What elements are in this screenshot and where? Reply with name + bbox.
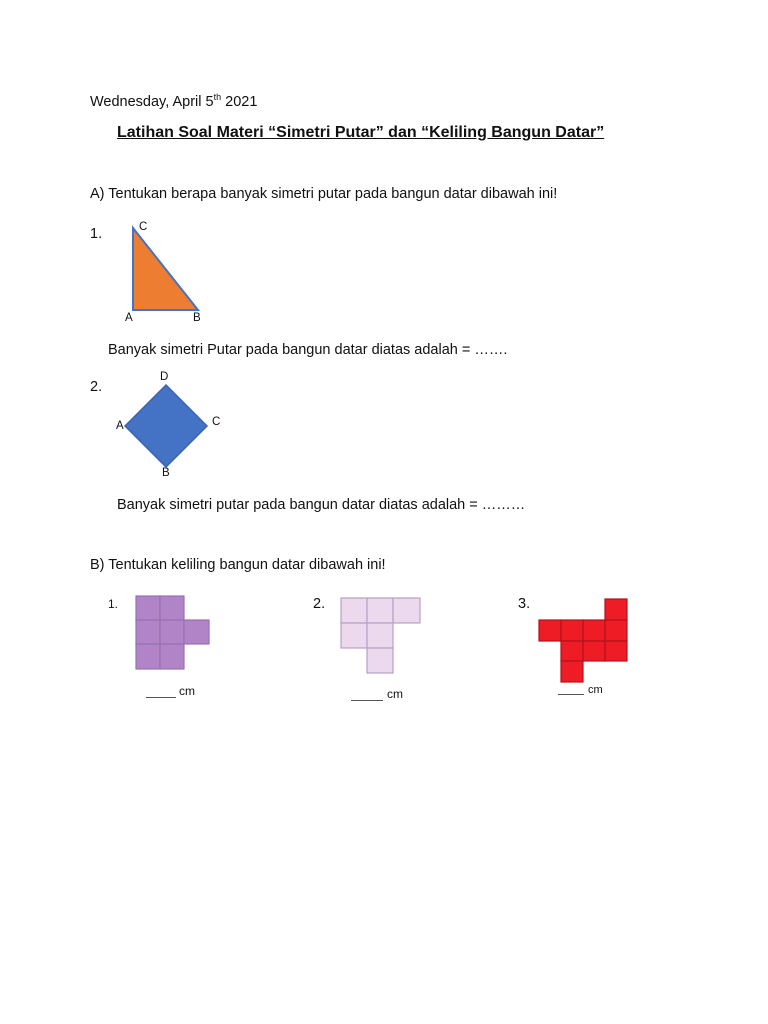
date-suffix: th [213,92,222,102]
shape-1-number: 1. [108,597,119,611]
square-label-d: D [160,371,169,383]
shape-3-unit: cm [588,684,603,696]
question-2-answer: Banyak simetri putar pada bangun datar diatas adalah = ……… [117,497,526,513]
square-label-c: C [212,416,221,428]
shape-1-unit: cm [179,684,195,698]
shape-3-number: 3. [518,596,531,612]
square-label-b: B [162,467,170,479]
shape-2-unit: cm [387,687,403,701]
section-b-heading: B) Tentukan keliling bangun datar dibawah ini! [90,557,386,573]
triangle-label-c: C [139,221,148,233]
question-1-number: 1. [90,226,103,242]
square-label-a: A [116,420,124,432]
section-a-heading: A) Tentukan berapa banyak simetri putar pada bangun datar dibawah ini! [90,186,558,202]
question-2-number: 2. [90,379,103,395]
date-prefix: Wednesday, April 5 [90,94,214,110]
shape-3-answer-blank[interactable] [558,694,584,695]
question-1-answer: Banyak simetri Putar pada bangun datar diatas adalah = ……. [108,342,508,358]
page-title: Latihan Soal Materi “Simetri Putar” dan “Keliling Bangun Datar” [117,124,605,141]
date-year: 2021 [221,94,258,110]
triangle-label-b: B [193,312,201,324]
triangle-label-a: A [125,312,133,324]
shape-2-number: 2. [313,596,326,612]
